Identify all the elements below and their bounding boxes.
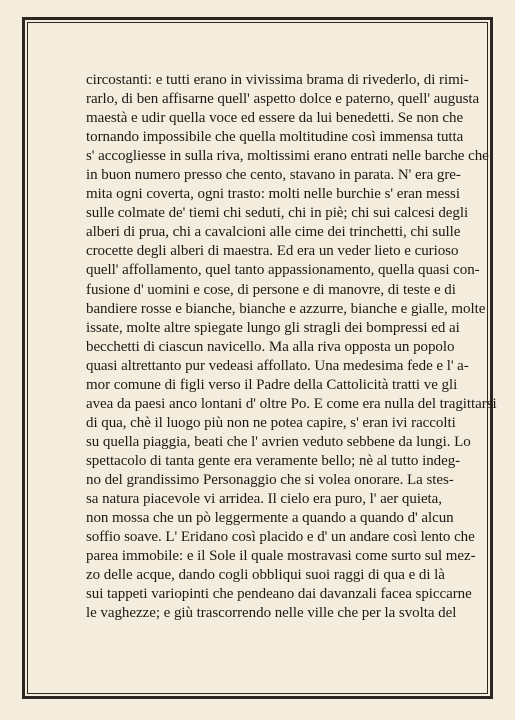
text-line: mor comune di figli verso il Padre della Cattolicità tratti ve gli	[86, 376, 458, 393]
text-line: non mossa che un pò leggermente a quando a quando d' alcun	[86, 510, 454, 527]
text-line: alberi di prua, chi a cavalcioni alle cime dei trinchetti, chi sulle	[86, 224, 461, 241]
text-line: parea immobile: e il Sole il quale mostravasi come surto sul mez-	[86, 548, 476, 565]
text-line: soffio soave. L' Eridano così placido e d' un andare così lento che	[86, 529, 475, 546]
text-line: circostanti: e tutti erano in vivissima brama di rivederlo, di rimi-	[86, 72, 469, 88]
text-line: maestà e udir quella voce ed essere da lui benedetti. Se non che	[86, 110, 464, 127]
text-line: zo delle acque, dando cogli obbliqui suoi raggi di qua e di là	[86, 567, 445, 584]
text-line: sulle colmate de' tiemi chi seduti, chi in piè; chi sui calcesi degli	[86, 205, 469, 222]
text-line: bandiere rosse e bianche, bianche e azzurre, bianche e gialle, molte	[86, 300, 486, 317]
text-line: rarlo, di ben affisarne quell' aspetto dolce e paterno, quell' augusta	[86, 91, 480, 108]
text-line: in buon numero presso che cento, stavano in parata. N' era gre-	[86, 167, 461, 184]
text-line: mita ogni coverta, ogni trasto: molti nelle burchie s' eran messi	[86, 186, 460, 203]
text-line: s' accogliesse in sulla riva, moltissimi erano entrati nelle barche che	[86, 148, 489, 165]
text-line: le vaghezze; e giù trascorrendo nelle ville che per la svolta del	[86, 605, 457, 622]
text-line: spettacolo di tanta gente era veramente bello; nè al tutto indeg-	[86, 452, 461, 469]
text-line: sa natura piacevole vi arridea. Il cielo era puro, l' aer quieta,	[86, 491, 442, 508]
text-line: sui tappeti variopinti che pendeano dai davanzali facea spiccarne	[86, 586, 472, 603]
text-line: no del grandissimo Personaggio che si volea onorare. La stes-	[86, 471, 454, 488]
text-line: quasi altrettanto pur vedeasi affollato. Una medesima fede e l' a-	[86, 357, 469, 374]
text-line: crocette degli alberi di maestra. Ed era un veder lieto e curioso	[86, 243, 459, 260]
text-line: quell' affollamento, quel tanto appassionamento, quella quasi con-	[86, 262, 480, 279]
text-line: becchetti di ciascun navicello. Ma alla riva opposta un popolo	[86, 338, 455, 355]
text-line: avea da paesi anco lontani d' oltre Po. E come era nulla del tragittarsi	[86, 395, 497, 412]
text-line: di qua, chè il luogo più non ne potea capire, s' eran ivi raccolti	[86, 414, 456, 431]
text-line: su quella piaggia, beati che l' avrien veduto sebbene da lungi. Lo	[86, 433, 471, 450]
body-text	[86, 71, 497, 623]
text-line: fusione d' uomini e cose, di persone e di manovre, di teste e di	[86, 281, 456, 298]
text-line: issate, molte altre spiegate lungo gli stragli dei bompressi ed ai	[86, 319, 460, 336]
text-line: tornando impossibile che quella moltitudine così immensa tutta	[86, 129, 464, 146]
